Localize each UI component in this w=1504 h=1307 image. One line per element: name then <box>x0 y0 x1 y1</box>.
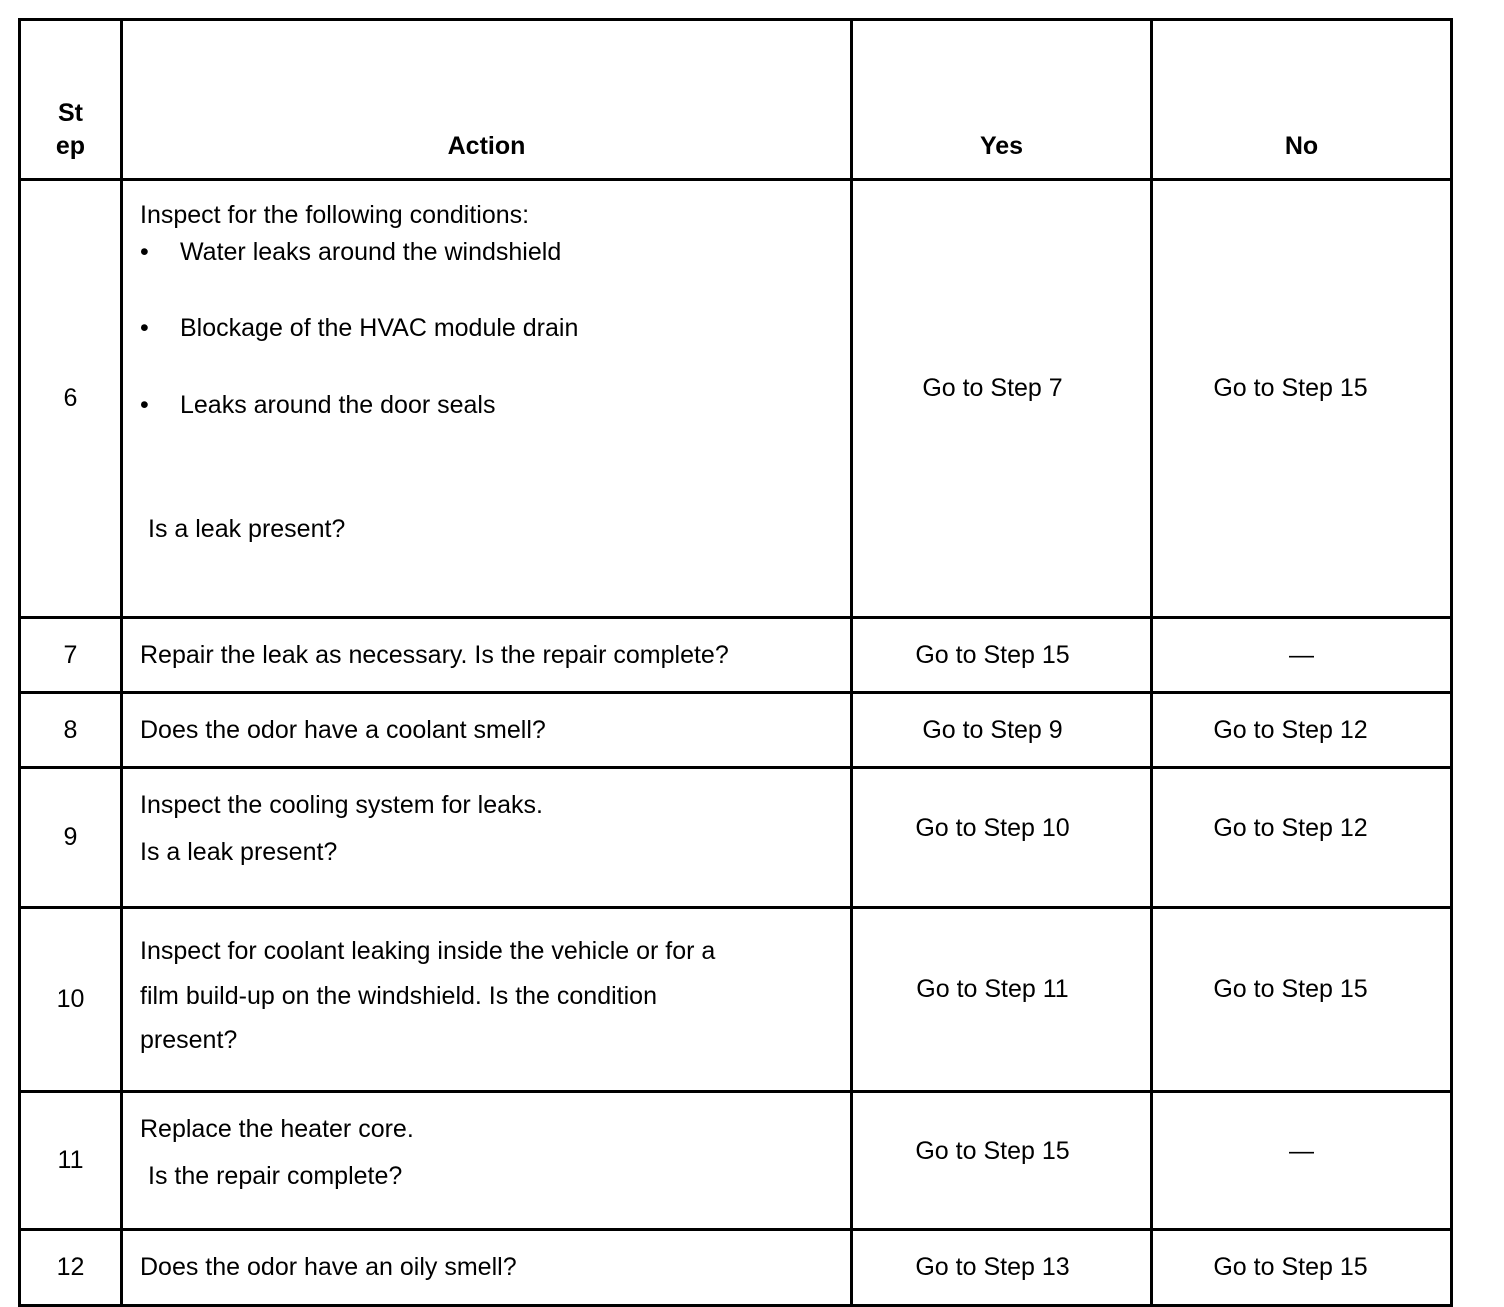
no-result: Go to Step 12 <box>1213 814 1368 843</box>
no-result: Go to Step 15 <box>1213 374 1368 403</box>
yes-result: Go to Step 9 <box>922 715 1063 744</box>
yes-result: Go to Step 15 <box>915 1137 1070 1166</box>
table-row-step-7 <box>20 618 1452 693</box>
action-text: Does the odor have a coolant smell? <box>122 693 852 768</box>
no-result: Go to Step 15 <box>1213 975 1368 1004</box>
step-header-line2: ep <box>55 131 86 160</box>
yes-cell <box>852 1092 1152 1230</box>
bullet-text: Blockage of the HVAC module drain <box>180 314 579 342</box>
action-question: Is a leak present? <box>140 837 338 866</box>
yes-column-header: Yes <box>852 20 1152 180</box>
step-number: 10 <box>20 908 122 1092</box>
diagnostic-table-page <box>18 18 1453 1307</box>
step-column-header <box>20 20 122 180</box>
action-intro: Inspect for the following conditions: <box>140 201 530 229</box>
action-cell <box>122 908 852 1092</box>
bullet-item <box>140 236 840 269</box>
action-column-header: Action <box>122 20 852 180</box>
action-text: Inspect the cooling system for leaks. <box>140 791 543 819</box>
action-text-line: present? <box>140 1026 238 1054</box>
step-number: 8 <box>20 693 122 768</box>
no-result: — <box>1289 1137 1314 1166</box>
no-column-header: No <box>1152 20 1452 180</box>
step-number: 9 <box>20 768 122 908</box>
step-number: 12 <box>20 1230 122 1306</box>
table-row-step-10 <box>20 908 1452 1092</box>
bullet-icon: • <box>140 314 149 342</box>
yes-cell <box>852 1230 1152 1306</box>
table-header-row <box>20 20 1452 180</box>
action-text: Does the odor have an oily smell? <box>122 1230 852 1306</box>
action-cell <box>122 1092 852 1230</box>
yes-cell <box>852 618 1152 693</box>
table-row-step-11 <box>20 1092 1452 1230</box>
action-question: Is a leak present? <box>148 515 346 543</box>
step-number: 6 <box>20 180 122 618</box>
step-number: 7 <box>20 618 122 693</box>
action-text: Replace the heater core. <box>140 1115 414 1143</box>
no-cell <box>1152 908 1452 1092</box>
action-text-line: Inspect for coolant leaking inside the vehicle or for a <box>140 937 716 965</box>
no-result: Go to Step 12 <box>1213 715 1368 744</box>
bullet-item <box>140 389 840 422</box>
table-row-step-9 <box>20 768 1452 908</box>
no-cell <box>1152 618 1452 693</box>
step-number: 11 <box>20 1092 122 1230</box>
yes-result: Go to Step 7 <box>922 374 1063 403</box>
no-cell <box>1152 693 1452 768</box>
yes-cell <box>852 768 1152 908</box>
no-result: — <box>1289 640 1314 669</box>
yes-result: Go to Step 13 <box>915 1253 1070 1282</box>
bullet-icon: • <box>140 390 149 419</box>
bullet-text: Water leaks around the windshield <box>180 237 562 266</box>
yes-cell <box>852 908 1152 1092</box>
bullet-text: Leaks around the door seals <box>180 390 496 419</box>
no-cell <box>1152 180 1452 618</box>
yes-result: Go to Step 11 <box>916 975 1069 1004</box>
action-question: Is the repair complete? <box>148 1161 403 1190</box>
yes-cell <box>852 693 1152 768</box>
diagnostic-table <box>18 18 1453 1307</box>
yes-result: Go to Step 15 <box>915 640 1070 669</box>
table-row-step-6 <box>20 180 1452 618</box>
no-cell <box>1152 1230 1452 1306</box>
yes-result: Go to Step 10 <box>915 814 1070 843</box>
no-cell <box>1152 1092 1452 1230</box>
bullet-icon: • <box>140 237 149 266</box>
action-cell <box>122 180 852 618</box>
action-text: Repair the leak as necessary. Is the repair complete? <box>122 618 852 693</box>
table-row-step-12 <box>20 1230 1452 1306</box>
no-cell <box>1152 768 1452 908</box>
step-header-line1: St <box>58 99 83 127</box>
bullet-item <box>140 312 840 345</box>
action-text-line: film build-up on the windshield. Is the condition <box>140 981 657 1010</box>
no-result: Go to Step 15 <box>1213 1253 1368 1282</box>
table-row-step-8 <box>20 693 1452 768</box>
action-cell <box>122 768 852 908</box>
yes-cell <box>852 180 1152 618</box>
